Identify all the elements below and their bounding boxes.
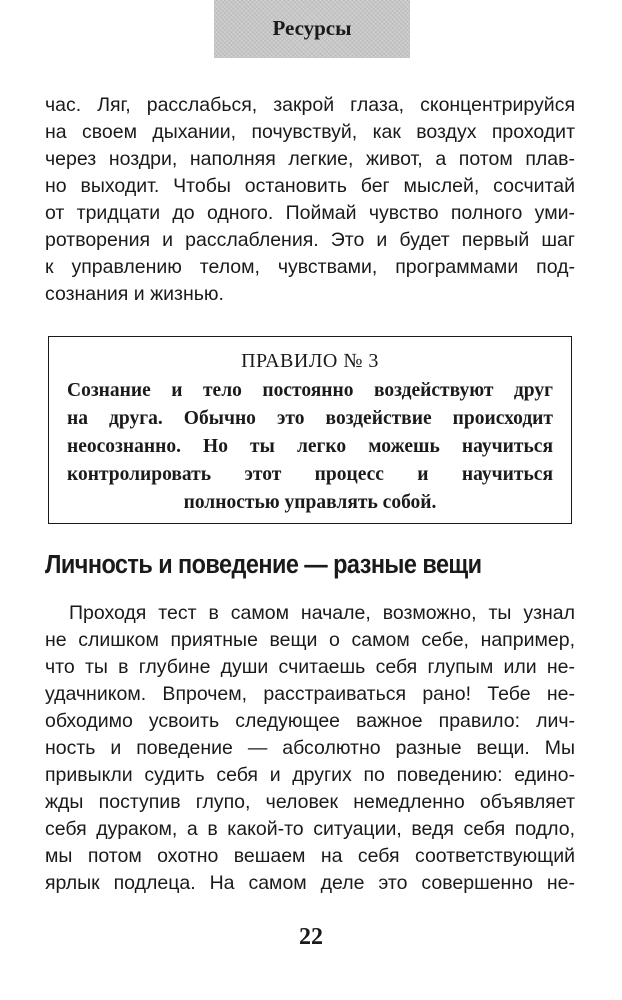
paragraph-line: через ноздри, наполняя легкие, живот, а потом плав- [45, 148, 575, 170]
rule-line: на друга. Обычно это воздействие происходит [67, 408, 553, 429]
paragraph-1 [45, 92, 575, 308]
paragraph-2 [45, 600, 575, 897]
paragraph-line: что ты в глубине души считаешь себя глупым или не- [45, 656, 575, 678]
rule-line: Сознание и тело постоянно воздействуют друг [67, 380, 553, 401]
paragraph-line: мы потом охотно вешаем на себя соответствующий [45, 845, 575, 867]
rule-title: ПРАВИЛО № 3 [241, 350, 379, 372]
paragraph-line: ность и поведение — абсолютно разные вещи. Мы [45, 737, 575, 759]
paragraph-line: Проходя тест в самом начале, возможно, ты узнал [69, 602, 575, 624]
paragraph-line: ротворения и расслабления. Это и будет первый шаг [45, 229, 575, 251]
paragraph-line: к управлению телом, чувствами, программами под- [45, 256, 575, 278]
rule-line: полностью управлять собой. [183, 492, 437, 513]
paragraph-line: сознания и жизнью. [45, 283, 224, 305]
paragraph-line: на своем дыхании, почувствуй, как воздух проходит [45, 121, 575, 143]
paragraph-line: не слишком приятные вещи о самом себе, например, [45, 629, 575, 651]
paragraph-line: час. Ляг, расслабься, закрой глаза, сконцентрируйся [45, 94, 575, 116]
paragraph-line: ярлык подлеца. На самом деле это совершенно не- [45, 872, 575, 894]
rule-box [48, 336, 572, 524]
rule-line: неосознанно. Но ты легко можешь научиться [67, 436, 553, 457]
paragraph-line: обходимо усвоить следующее важное правило: лич- [45, 710, 575, 732]
paragraph-line: от тридцати до одного. Поймай чувство полного уми- [45, 202, 575, 224]
section-heading: Личность и поведение — разные вещи [45, 551, 482, 579]
running-header-title: Ресурсы [272, 15, 352, 40]
paragraph-line: жды поступив глупо, человек немедленно объявляет [45, 791, 575, 813]
rule-text [67, 377, 553, 517]
paragraph-line: привыкли судить себя и других по поведению: едино- [45, 764, 575, 786]
page-number: 22 [299, 924, 323, 950]
running-header [214, 0, 410, 58]
paragraph-line: удачником. Впрочем, расстраиваться рано! Тебе не- [45, 683, 575, 705]
paragraph-line: себя дураком, а в какой-то ситуации, ведя себя подло, [45, 818, 575, 840]
rule-line: контролировать этот процесс и научиться [67, 464, 553, 485]
paragraph-line: но выходит. Чтобы остановить бег мыслей, сосчитай [45, 175, 575, 197]
